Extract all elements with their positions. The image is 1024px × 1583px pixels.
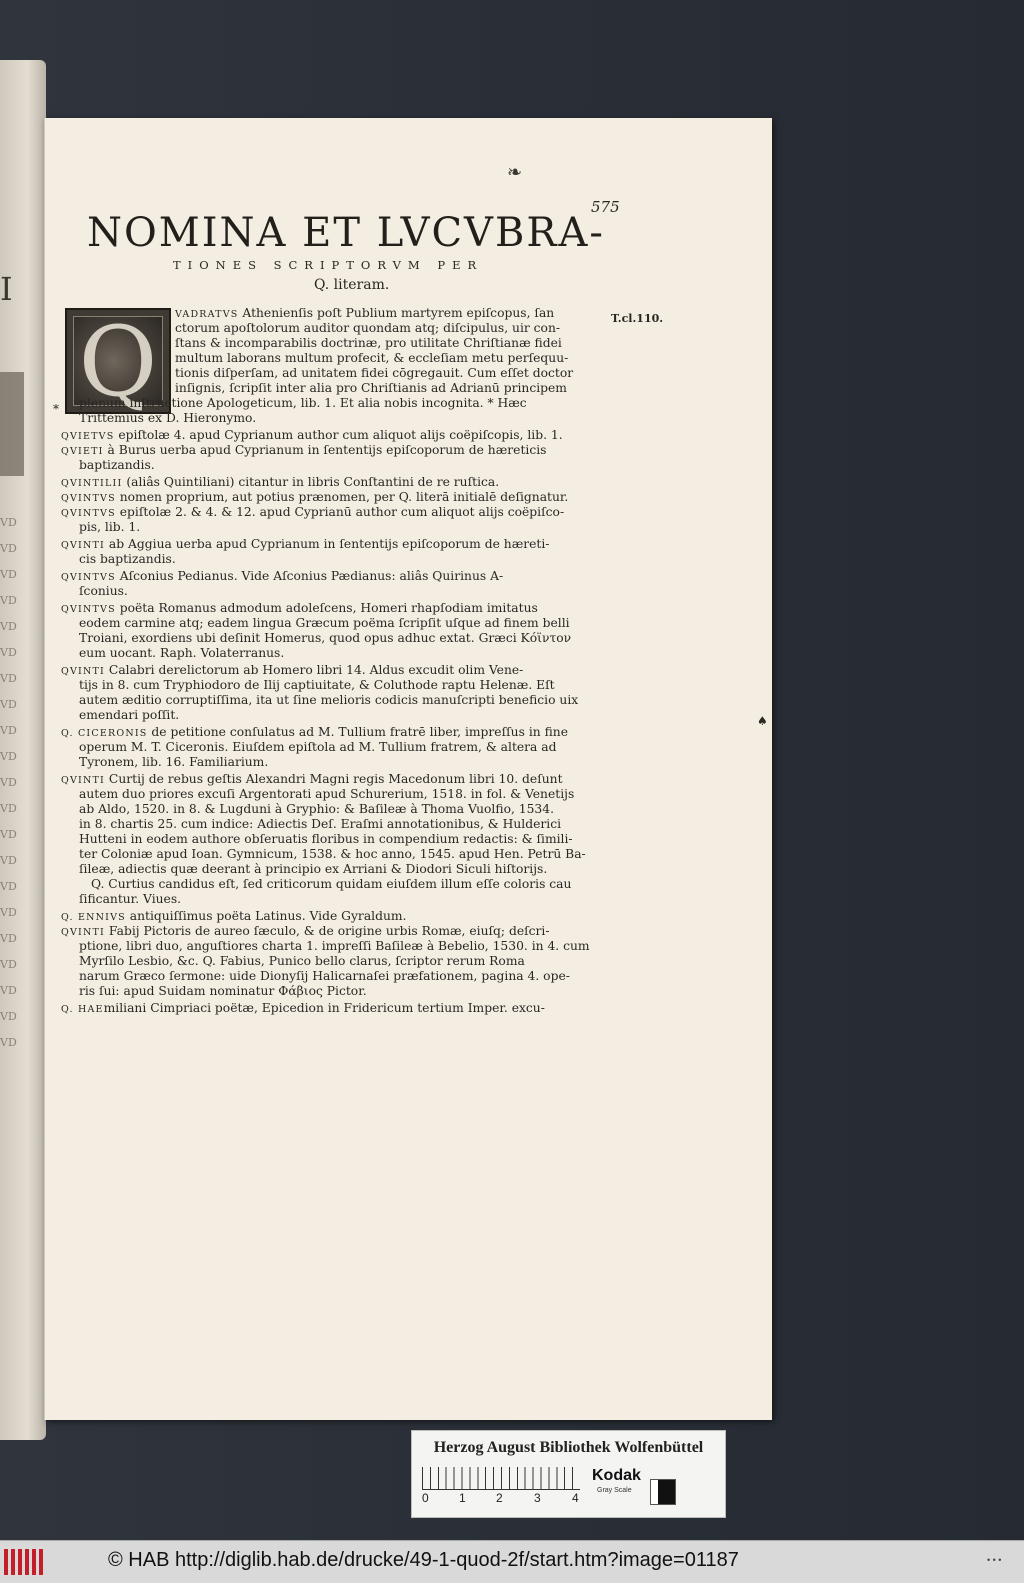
text-line	[61, 1001, 617, 1016]
text-line	[61, 396, 617, 411]
entry-keyword: Q. ENNIVS	[61, 912, 126, 923]
previous-leaf-mark: VD	[0, 516, 17, 529]
text-line	[61, 678, 617, 693]
line-text: baptizandis.	[79, 458, 155, 472]
line-text: autem duo priores excuſi Argentorati apud Schurerium, 1518. in fol. & Venetijs	[79, 787, 575, 801]
line-text: pis, lib. 1.	[79, 520, 141, 534]
text-line	[61, 663, 617, 678]
book-page	[44, 118, 772, 1420]
line-text: ab Aldo, 1520. in 8. & Lugduni à Gryphio: & Baſileæ à Thoma Vuolfio, 1534.	[79, 802, 554, 816]
text-line	[61, 772, 617, 787]
page-title: NOMINA ET LVCVBRA-	[87, 210, 605, 256]
line-text: autem æditio corruptiſſima, ita ut ſine melioris codicis manuſcripti beneficio uix	[79, 693, 579, 707]
text-line	[61, 336, 617, 351]
text-line	[61, 847, 617, 862]
line-text: narum Græco ſermone: uide Dionyſij Halicarnaſei præfationem, pagina 4. ope-	[79, 969, 570, 983]
text-line	[61, 366, 617, 381]
previous-leaf-mark: VD	[0, 802, 17, 815]
text-line	[61, 490, 617, 505]
entry-keyword: QVINTILII	[61, 478, 123, 489]
line-text: de petitione conſulatus ad M. Tullium fratrē liber, impreſſus in fine	[147, 725, 568, 739]
entry-keyword: QVINTVS	[61, 604, 116, 615]
previous-leaf-mark: VD	[0, 828, 17, 841]
line-text: ſileæ, adiectis quæ deerant à principio ex Arriani & Diodori Siculi hiſtorijs.	[79, 862, 548, 876]
previous-leaf-mark: VD	[0, 698, 17, 711]
line-text: Tyronem, lib. 16. Familiarium.	[79, 755, 269, 769]
text-line	[61, 787, 617, 802]
line-text: ris ſui: apud Suidam nominatur Φάβιος Pictor.	[79, 984, 367, 998]
entry-keyword: QVINTVS	[61, 493, 116, 504]
line-text: emendari poſſit.	[79, 708, 180, 722]
entry-keyword: QVINTI	[61, 540, 106, 551]
previous-leaf-mark: VD	[0, 750, 17, 763]
line-text: epiſtolæ 4. apud Cyprianum author cum aliquot alijs coëpiſcopis, lib. 1.	[114, 428, 563, 442]
line-text: (aliâs Quintiliani) citantur in libris Conſtantini de re ruſtica.	[122, 475, 500, 489]
previous-leaf-print	[0, 510, 30, 1070]
text-line	[61, 321, 617, 336]
line-text: ſificantur. Viues.	[79, 892, 182, 906]
page-subtitle: TIONES SCRIPTORVM PER	[173, 258, 484, 272]
previous-leaf-mark: VD	[0, 776, 17, 789]
footer-url[interactable]: © HAB http://diglib.hab.de/drucke/49-1-quod-2f/start.htm?image=01187	[108, 1549, 739, 1571]
text-line	[61, 616, 617, 631]
line-text: Myrſilo Lesbio, &c. Q. Fabius, Punico bello clarus, ſcriptor rerum Roma	[79, 954, 525, 968]
footer-dots: • • •	[987, 1555, 1002, 1565]
text-line	[61, 458, 617, 473]
text-line	[61, 877, 617, 892]
text-line	[61, 601, 617, 616]
hab-logo-icon	[4, 1549, 46, 1575]
line-text: eodem carmine atq; eadem lingua Græcum poëma ſcripſit uſque ad finem belli	[79, 616, 570, 630]
page-number: 575	[591, 198, 620, 216]
library-color-card	[411, 1430, 726, 1518]
previous-leaf-mark: VD	[0, 620, 17, 633]
text-line	[61, 306, 617, 321]
text-line	[61, 569, 617, 584]
line-text: ſtans & incomparabilis doctrinæ, pro utilitate Chriſtianæ fidei	[175, 336, 562, 350]
text-line	[61, 909, 617, 924]
library-name: Herzog August Bibliothek Wolfenbüttel	[433, 1439, 704, 1456]
line-text: operum M. T. Ciceronis. Eiuſdem epiſtola ad M. Tullium fratrem, & altera ad	[79, 740, 557, 754]
previous-leaf-mark: VD	[0, 1036, 17, 1049]
text-line	[61, 505, 617, 520]
line-text: Aſconius Pedianus. Vide Aſconius Pædianus: aliâs Quirinus A-	[115, 569, 504, 583]
entry-keyword: QVINTI	[61, 775, 106, 786]
entry-keyword: QVINTI	[61, 927, 106, 938]
line-text: Fabij Pictoris de aureo ſæculo, & de origine urbis Romæ, eiuſq; deſcri-	[105, 924, 550, 938]
gray-scale-patch	[650, 1479, 676, 1505]
entry-keyword: Q. CICERONIS	[61, 728, 148, 739]
text-line	[61, 351, 617, 366]
scale-tick: 2	[496, 1491, 503, 1505]
entry-keyword: QVINTVS	[61, 572, 116, 583]
marginal-asterisk: *	[53, 402, 59, 416]
margin-mark-icon: ♠	[757, 714, 768, 728]
line-text: Trittemius ex D. Hieronymo.	[79, 411, 257, 425]
previous-leaf-mark: VD	[0, 594, 17, 607]
text-line	[61, 411, 617, 426]
previous-leaf-edge	[0, 60, 46, 1440]
scale-ruler	[422, 1467, 580, 1490]
entry-keyword: Q. HAE	[61, 1004, 104, 1015]
gray-scale-caption: Gray Scale	[597, 1487, 632, 1494]
text-line	[61, 892, 617, 907]
line-text: miliani Cimpriaci poëtæ, Epicedion in Fridericum tertium Imper. excu-	[103, 1001, 545, 1015]
text-line	[61, 924, 617, 939]
previous-leaf-mark: VD	[0, 958, 17, 971]
text-line	[61, 693, 617, 708]
scale-tick: 3	[534, 1491, 541, 1505]
previous-leaf-mark: VD	[0, 542, 17, 555]
previous-leaf-mark: VD	[0, 568, 17, 581]
text-line	[61, 475, 617, 490]
initial-letter: Q	[78, 308, 158, 414]
marginal-note: T.cl.110.	[611, 312, 664, 325]
previous-leaf-woodcut	[0, 372, 24, 476]
line-text: plenum inſtructione Apologeticum, lib. 1. Et alia nobis incognita. * Hæc	[79, 396, 527, 410]
text-line	[61, 443, 617, 458]
text-line	[61, 428, 617, 443]
page-subtitle-second-line: Q. literam.	[314, 277, 390, 293]
text-line	[61, 939, 617, 954]
previous-leaf-mark: VD	[0, 932, 17, 945]
text-line	[61, 740, 617, 755]
line-text: inſignis, ſcripſit inter alia pro Chriſtianis ad Adrianū principem	[175, 381, 567, 395]
text-line	[61, 817, 617, 832]
line-text: Athenienſis poſt Publium martyrem epiſcopus, ſan	[238, 306, 555, 320]
line-text: ter Coloniæ apud Ioan. Gymnicum, 1538. & hoc anno, 1545. apud Hen. Petrū Ba-	[79, 847, 586, 861]
entry-keyword: QVINTVS	[61, 508, 116, 519]
line-text: cis baptizandis.	[79, 552, 176, 566]
footer-bar	[0, 1540, 1024, 1583]
previous-leaf-mark: VD	[0, 646, 17, 659]
text-block	[61, 306, 617, 1016]
text-line	[61, 708, 617, 723]
line-text: ſconius.	[79, 584, 128, 598]
scale-tick: 1	[459, 1491, 466, 1505]
kodak-logo: Kodak	[592, 1467, 641, 1484]
entry-keyword: QVINTI	[61, 666, 106, 677]
line-text: à Burus uerba apud Cyprianum in ſententijs epiſcoporum de hæreticis	[103, 443, 547, 457]
line-text: Troiani, exordiens ubi deſinit Homerus, quod opus adhuc extat. Græci Κόϊντον	[79, 631, 572, 645]
line-text: Calabri derelictorum ab Homero libri 14. Aldus excudit olim Vene-	[105, 663, 524, 677]
previous-leaf-mark: VD	[0, 984, 17, 997]
previous-leaf-mark: VD	[0, 854, 17, 867]
line-text: Q. Curtius candidus eſt, ſed criticorum quidam eiuſdem illum eſſe coloris cau	[91, 877, 572, 891]
scale-tick: 0	[422, 1491, 429, 1505]
entry-keyword: QVIETI	[61, 446, 104, 457]
entry-keyword: QVIETVS	[61, 431, 115, 442]
line-text: ptione, libri duo, anguſtiores charta 1. impreſſi Baſileæ à Bebelio, 1530. in 4. cum	[79, 939, 590, 953]
fleuron-icon: ❧	[507, 162, 523, 183]
text-line	[61, 584, 617, 599]
line-text: tijs in 8. cum Tryphiodoro de Ilij captiuitate, & Coluthode raptu Helenæ. Eſt	[79, 678, 555, 692]
text-line	[61, 552, 617, 567]
text-line	[61, 802, 617, 817]
line-text: Curtij de rebus geſtis Alexandri Magni regis Macedonum libri 10. deſunt	[105, 772, 563, 786]
line-text: nomen proprium, aut potius prænomen, per Q. literā initialē deſignatur.	[115, 490, 569, 504]
line-text: epiſtolæ 2. & 4. & 12. apud Cyprianū author cum aliquot alijs coëpiſco-	[115, 505, 565, 519]
line-text: poëta Romanus admodum adoleſcens, Homeri rhapſodiam imitatus	[115, 601, 538, 615]
scale-tick-labels	[422, 1491, 592, 1507]
text-line	[61, 755, 617, 770]
text-line	[61, 520, 617, 535]
text-line	[61, 862, 617, 877]
text-line	[61, 969, 617, 984]
text-line	[61, 725, 617, 740]
text-line	[61, 646, 617, 661]
text-line	[61, 537, 617, 552]
line-text: ctorum apoſtolorum auditor quondam atq; diſcipulus, uir con-	[175, 321, 561, 335]
previous-leaf-mark: VD	[0, 672, 17, 685]
text-line	[61, 984, 617, 999]
previous-leaf-mark: VD	[0, 906, 17, 919]
line-text: multum laborans multum profecit, & eccleſiam metu perſequu-	[175, 351, 569, 365]
text-line	[61, 832, 617, 847]
line-text: in 8. chartis 25. cum indice: Adiectis Deſ. Eraſmi annotationibus, & Hulderici	[79, 817, 562, 831]
text-line	[61, 381, 617, 396]
previous-leaf-mark: VD	[0, 880, 17, 893]
previous-leaf-mark: VD	[0, 1010, 17, 1023]
line-text: ab Aggiua uerba apud Cyprianum in ſententijs epiſcoporum de hæreti-	[105, 537, 550, 551]
line-text: tionis diſperſam, ad unitatem fidei cōgregauit. Cum eſſet doctor	[175, 366, 574, 380]
line-text: eum uocant. Raph. Volaterranus.	[79, 646, 285, 660]
line-text: Hutteni in eodem authore obſeruatis floribus in compendium redactis: & ſimili-	[79, 832, 573, 846]
line-text: antiquiſſimus poëta Latinus. Vide Gyraldum.	[125, 909, 407, 923]
scale-tick: 4	[572, 1491, 579, 1505]
entry-keyword: VADRATVS	[175, 309, 239, 320]
previous-leaf-mark: VD	[0, 724, 17, 737]
text-line	[61, 954, 617, 969]
text-line	[61, 631, 617, 646]
previous-leaf-letter: I	[0, 270, 13, 308]
